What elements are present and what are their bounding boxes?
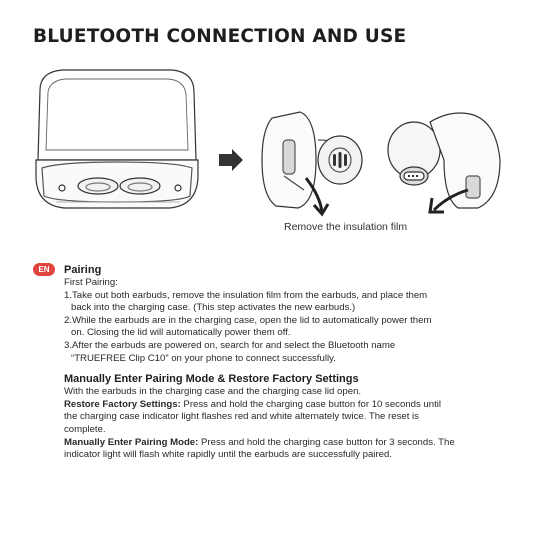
manual-heading: Manually Enter Pairing Mode & Restore Factory Settings [64,373,359,386]
manual-intro: With the earbuds in the charging case and the charging case lid open. [64,386,362,398]
first-pairing-label: First Pairing: [64,277,118,288]
restore-line-1 [64,399,514,412]
step-2-line-1: 2.While the earbuds are in the charging case, open the lid to automatically power them [64,314,432,326]
step-1-line-2: back into the charging case. (This step activates the new earbuds.) [71,302,356,314]
step-1-line-1: 1.Take out both earbuds, remove the insulation film from the earbuds, and place them [64,289,428,301]
instructions [64,263,514,462]
manual-pairing-text-1: Press and hold the charging case button for 3 seconds. The [198,436,455,448]
restore-line-3: complete. [64,423,106,435]
manual-pairing-line-2: indicator light will flash white rapidly until the earbuds are successfully paired. [64,449,392,461]
restore-text-1: Press and hold the charging case button for 10 seconds until [180,398,442,410]
right-arrow-icon [219,149,243,171]
illustration-caption: Remove the insulation film [284,221,408,233]
manual-pairing-label: Manually Enter Pairing Mode: [64,436,199,448]
earbud-left-icon [262,112,362,208]
step-3-line-1: 3.After the earbuds are powered on, search for and select the Bluetooth name [64,339,396,351]
page-title: BLUETOOTH CONNECTION AND USE [33,26,407,47]
earbuds-illustration [0,0,536,260]
charging-case-icon [36,70,198,208]
restore-label: Restore Factory Settings: [64,398,181,410]
earbud-right-icon [388,113,500,208]
restore-line-2: the charging case indicator light flashes red and white alternately twice. The reset is [64,411,419,423]
step-3-line-2: “TRUEFREE Clip C10” on your phone to connect successfully. [71,352,336,364]
manual-pairing-line-1 [64,437,514,450]
pairing-heading: Pairing [64,264,102,276]
language-badge: EN [33,263,55,276]
step-2-line-2: on. Closing the lid will automatically power them off. [71,327,291,339]
